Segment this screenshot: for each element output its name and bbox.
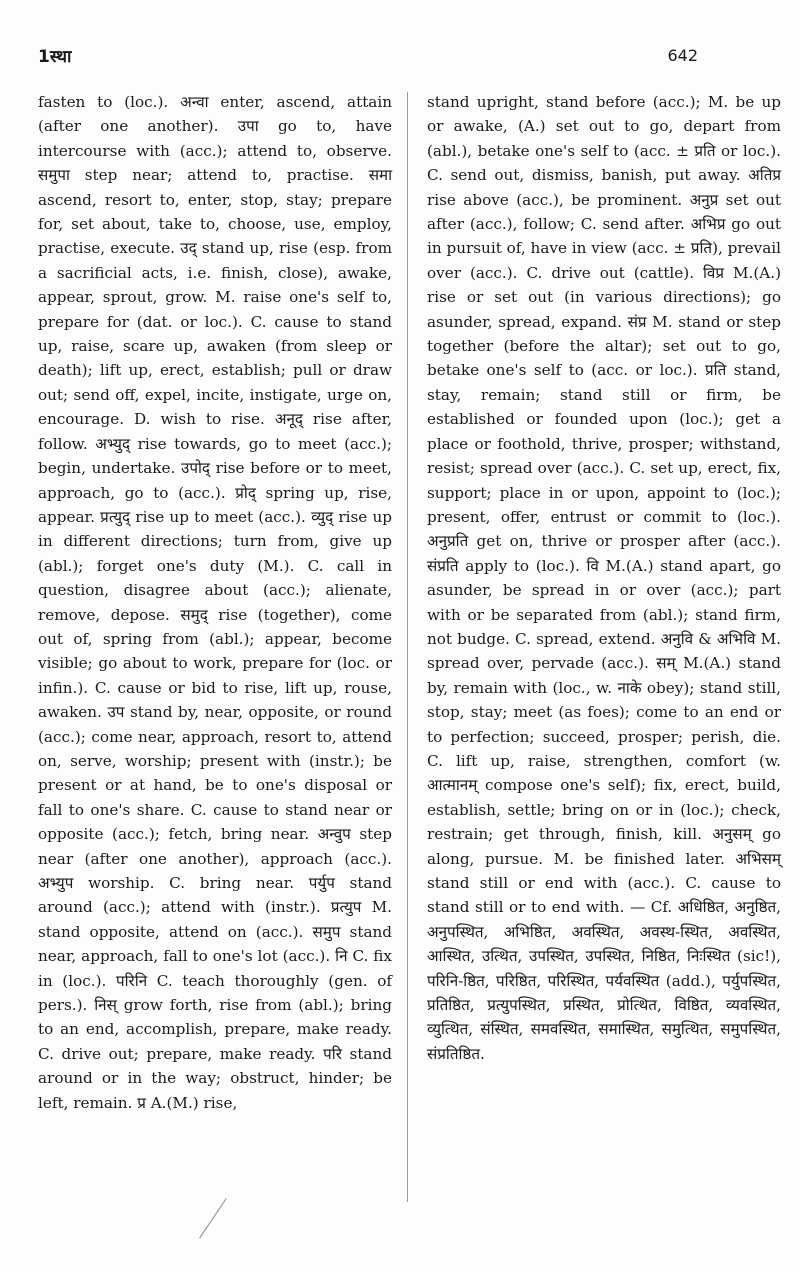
stray-pencil-mark [199, 1198, 227, 1238]
left-column-text: fasten to (loc.). अन्वा enter, ascend, attain (after one another). उपा go to, have intercourse with (acc.); attend to, observe. समुपा step near; attend to, practise. समा ascend, resort to, enter, stop, stay; prepare for, set about, take to, choose, use, employ, practise, execute. उद् stand up, rise (esp. from a sacrificial acts, i.e. finish, close), awake, appear, sprout, grow. M. raise one's self to, prepare for (dat. or loc.). C. cause to stand up, raise, scare up, awaken (from sleep or death); lift up, erect, establish; pull or draw out; send off, expel, incite, instigate, urge on, encourage. D. wish to rise. अनूद् rise after, follow. अभ्युद् rise towards, go to meet (acc.); begin, undertake. उपोद् rise before or to meet, approach, go to (acc.). प्रोद् spring up, rise, appear. प्रत्युद् rise up to meet (acc.). व्युद् rise up in different directions; turn from, give up (abl.); forget one's duty (M.). C. call in question, disagree about (acc.); alienate, remove, depose. समुद् rise (together), come out of, spring from (abl.); appear, become visible; go about to work, prepare for (loc. or infin.). C. cause or bid to rise, lift up, rouse, awaken. उप stand by, near, opposite, or round (acc.); come near, approach, resort to, attend on, serve, worship; present with (instr.); be present or at hand, be to one's disposal or fall to one's share. C. cause to stand near or opposite (acc.); fetch, bring near. अन्वुप step near (after one another), approach (acc.). अभ्युप worship. C. bring near. पर्युप stand around (acc.); attend with (instr.). प्रत्युप M. stand opposite, attend on (acc.). समुप stand near, approach, fall to one's lot (acc.). नि C. fix in (loc.). परिनि C. teach thoroughly (gen. of pers.). निस् grow forth, rise from (abl.); bring to an end, accomplish, prepare, make ready. C. drive out; prepare, make ready. परि stand around or in the way; obstruct, hinder; be left, remain. प्र A.(M.) rise, [38, 93, 392, 1112]
page-header [0, 0, 800, 70]
page-number: 642 [667, 46, 698, 65]
right-column-text: stand upright, stand before (acc.); M. be up or awake, (A.) set out to go, depart from (abl.), betake one's self to (acc. ± प्रति or loc.). C. send out, dismiss, banish, put away. अतिप्र rise above (acc.), be prominent. अनुप्र set out after (acc.), follow; C. send after. अभिप्र go out in pursuit of, have in view (acc. ± प्रति), prevail over (acc.). C. drive out (cattle). विप्र M.(A.) rise or set out (in various directions); go asunder, spread, expand. संप्र M. stand or step together (before the altar); set out to go, betake one's self to (acc. or loc.). प्रति stand, stay, remain; stand still or firm, be established or founded upon (loc.); get a place or foothold, thrive, prosper; withstand, resist; spread over (acc.). C. set up, erect, fix, support; place in or upon, appoint to (loc.); present, offer, entrust or commit to (loc.). अनुप्रति get on, thrive or prosper after (acc.). संप्रति apply to (loc.). वि M.(A.) stand apart, go asunder, be spread in or over (acc.); part with or be separated from (abl.); stand firm, not budge. C. spread, extend. अनुवि & अभिवि M. spread over, pervade (acc.). सम् M.(A.) stand by, remain with (loc., w. नाके obey); stand still, stop, stay; meet (as foes); come to an end or to perfection; succeed, prosper; perish, die. C. lift up, raise, strengthen, comfort (w. आत्मानम् compose one's self); fix, erect, build, establish, settle; bring on or in (loc.); check, restrain; get through, finish, kill. अनुसम् go along, pursue. M. be finished later. अभिसम् stand still or end with (acc.). C. cause to stand still or to end with. — Cf. अधिष्ठित, अनुष्ठित, अनुपस्थित, अभिष्ठित, अवस्थित, अवस्थ-स्थित, अवस्थित, आस्थित, उत्थित, उपस्थित, उपस्थित, निष्ठित, निःस्थित (sic!), परिनि-ष्ठित, परिष्ठित, परिस्थित, पर्यवस्थित (add.), पर्युपस्थित, प्रतिष्ठित, प्रत्युपस्थित, प्रस्थित, प्रोत्थित, विष्ठित, व्यवस्थित, व्युत्थित, संस्थित, समवस्थित, समास्थित, समुत्थित, समुपस्थित, संप्रतिष्ठित. [427, 93, 781, 1063]
column-divider [407, 92, 408, 1202]
running-headword: 1स्था [38, 47, 72, 67]
